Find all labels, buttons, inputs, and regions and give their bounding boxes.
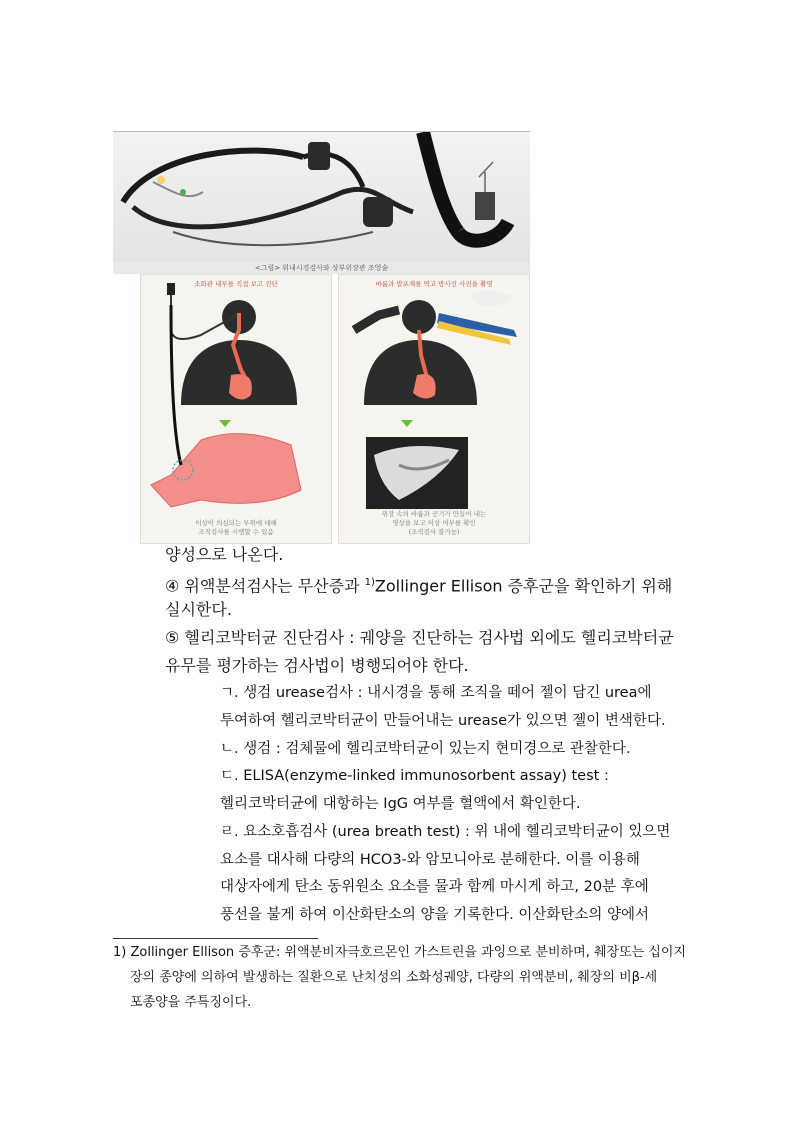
body-line-2-end: Zollinger Ellison 증후군을 확인하기 위해 — [374, 576, 673, 596]
endoscopy-figure — [113, 132, 530, 542]
barium-panel-heading: 바륨과 발포제를 먹고 방사선 사진을 촬영 — [375, 280, 493, 288]
figure-caption: <그림> 위내시경검사와 상부위장관 조영술 — [113, 262, 530, 274]
footnote-line-3: 포종양을 주특징이다. — [130, 995, 252, 1010]
body-line-5: 유무를 평가하는 검사법이 병행되어야 한다. — [165, 656, 469, 675]
body-line-2-start: ④ 위액분석검사는 무산증과 — [165, 576, 365, 596]
list-item-3b: 헬리코박터균에 대항하는 IgG 여부를 혈액에서 확인한다. — [220, 796, 581, 812]
body-line-3: 실시한다. — [165, 600, 232, 619]
list-item-2: ㄴ. 생검 : 검체물에 헬리코박터균이 있는지 현미경으로 관찰한다. — [220, 741, 631, 757]
footnote-rule — [113, 938, 318, 939]
list-item-1a: ㄱ. 생검 urease검사 : 내시경을 통해 조직을 떼어 젤이 담긴 urea에 — [220, 685, 652, 701]
list-item-4b: 요소를 대사해 다량의 HCO3-와 암모니아로 분해한다. 이를 이용해 — [220, 852, 640, 868]
footnote-line-1: 1) Zollinger Ellison 증후군: 위액분비자극호르몬인 가스트린을 과잉으로 분비하며, 췌장또는 십이지 — [113, 945, 687, 960]
list-item-3a: ㄷ. ELISA(enzyme-linked immunosorbent assay) test : — [220, 768, 609, 784]
endoscopy-illustration — [141, 275, 331, 543]
footnote-line-2: 장의 종양에 의하여 발생하는 질환으로 난치성의 소화성궤양, 다량의 위액분비, 췌장의 비β-세 — [130, 970, 658, 985]
list-item-4d: 풍선을 불게 하여 이산화탄소의 양을 기록한다. 이산화탄소의 양에서 — [220, 907, 650, 923]
footnote-ref[interactable]: 1) — [364, 577, 375, 588]
endoscopy-panel-heading: 소화관 내부를 직접 보고 진단 — [194, 280, 278, 288]
list-item-4a: ㄹ. 요소호흡검사 (urea breath test) : 위 내에 헬리코박터균이 있으면 — [220, 824, 671, 840]
list-item-1b: 투여하여 헬리코박터균이 만들어내는 urease가 있으면 젤이 변색한다. — [220, 713, 666, 729]
body-line-2 — [165, 573, 672, 596]
endoscopy-panel-caption: 이상이 의심되는 부위에 대해 조직검사를 시행할 수 있음 — [195, 519, 277, 536]
barium-panel — [338, 274, 530, 544]
body-line-1: 양성으로 나온다. — [165, 545, 284, 564]
endoscope-photo — [113, 132, 530, 262]
barium-illustration — [339, 275, 529, 543]
endoscopy-panel — [140, 274, 332, 544]
body-line-4: ⑤ 헬리코박터균 진단검사 : 궤양을 진단하는 검사법 외에도 헬리코박터균 — [165, 628, 674, 647]
list-item-4c: 대상자에게 탄소 동위원소 요소를 물과 함께 마시게 하고, 20분 후에 — [220, 879, 649, 895]
barium-panel-caption: 위장 속의 바륨과 공기가 만들어 내는 영상을 보고 이상 여부를 확인 (조직검사 불가능) — [381, 510, 487, 536]
